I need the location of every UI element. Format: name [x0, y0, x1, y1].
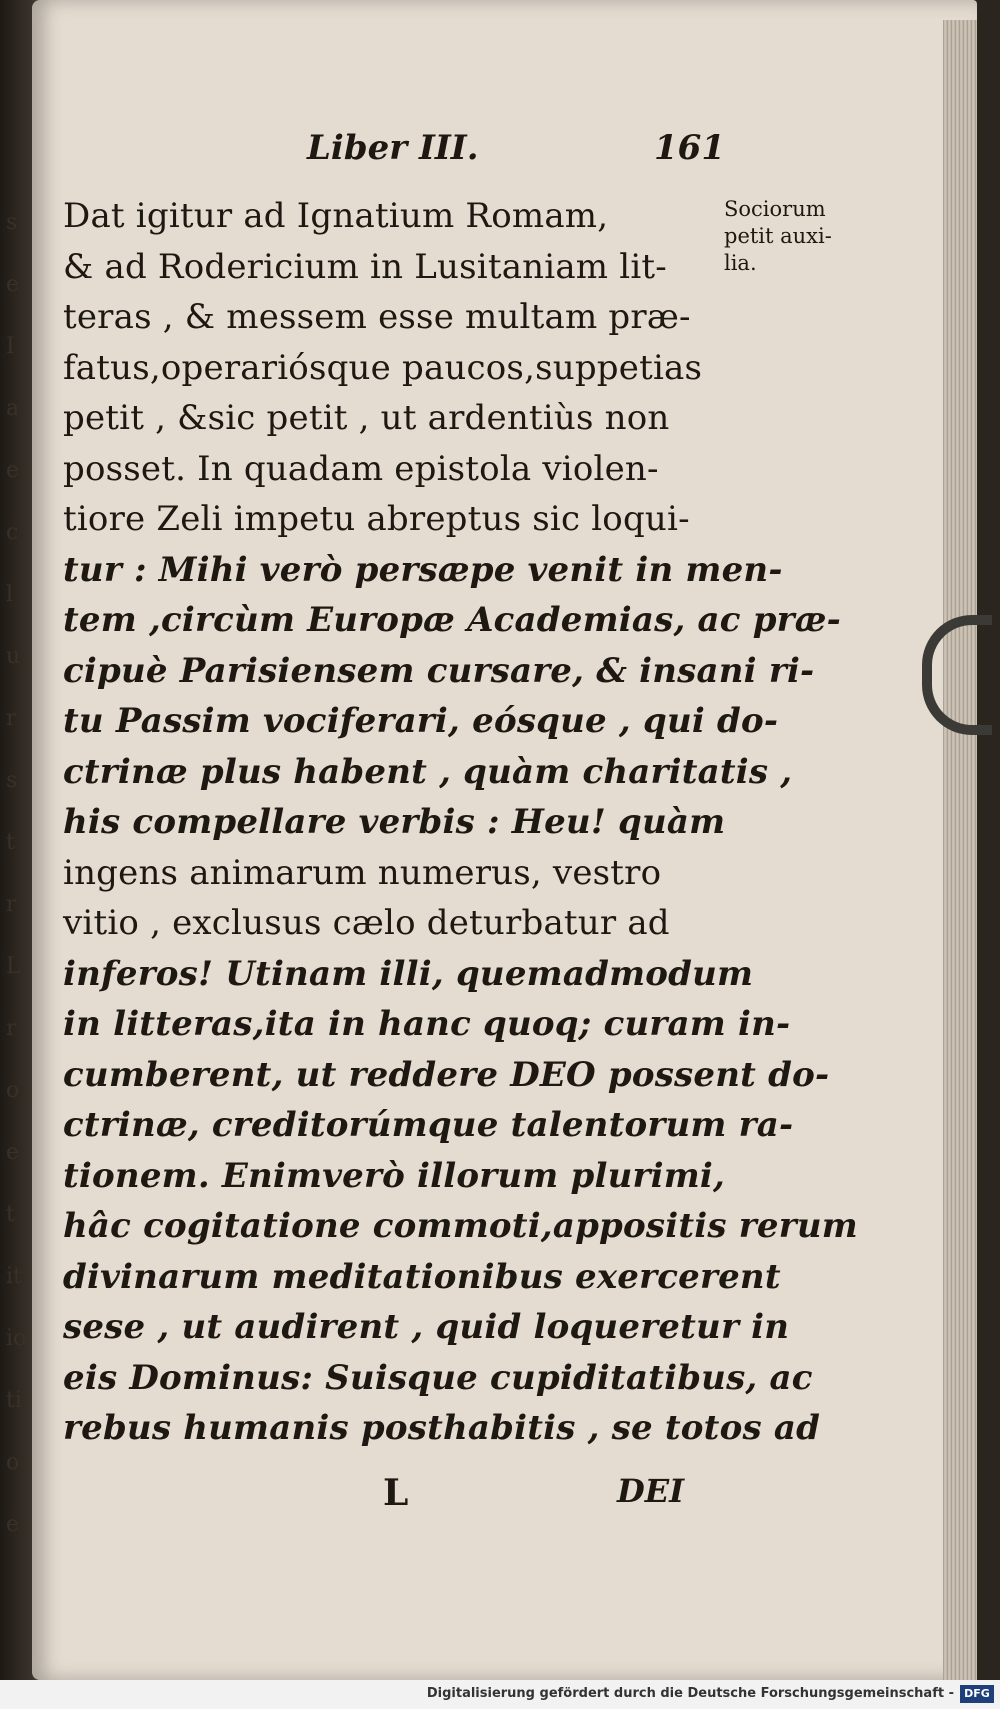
text-line: ingens animarum numerus, vestro: [63, 852, 662, 893]
text-line: tionem. Enimverò illorum plurimi,: [63, 1155, 726, 1196]
text-line: tiore Zeli impetu abreptus sic loqui-: [63, 499, 690, 539]
text-line: in litteras,ita in hanc quoq; curam in-: [63, 1004, 791, 1044]
prev-page-fragment: o: [6, 1450, 20, 1475]
page-stack-edge: [943, 20, 977, 1680]
marginal-note-line: petit auxi-: [724, 224, 832, 248]
funding-text: Digitalisierung gefördert durch die Deutsche Forschungsgemeinschaft -: [426, 1686, 954, 1701]
prev-page-fragment: o: [6, 1078, 20, 1103]
text-line: teras , & messem esse multam præ-: [63, 297, 691, 337]
text-line: Dat igitur ad Ignatium Romam,: [63, 196, 609, 236]
text-line: eis Dominus: Suisque cupiditatibus, ac: [63, 1357, 813, 1398]
text-line: cumberent, ut reddere DEO possent do-: [63, 1054, 830, 1095]
marginal-note-line: lia.: [724, 251, 757, 275]
text-line: posset. In quadam epistola violen-: [63, 448, 659, 489]
prev-page-fragment: t: [6, 830, 15, 855]
prev-page-fragment: r: [6, 1016, 17, 1041]
running-header-title: Liber III.: [307, 128, 479, 168]
dfg-logo: DFG: [960, 1685, 994, 1703]
prev-page-fragment: L: [6, 954, 21, 979]
marginal-note: [724, 196, 894, 277]
text-line: fatus,operariósque paucos,suppetias: [63, 347, 703, 388]
funding-banner: [0, 1680, 1000, 1709]
prev-page-fragment: a: [6, 396, 20, 421]
prev-page-fragment: e: [6, 272, 20, 297]
prev-page-fragment: I: [6, 334, 15, 359]
text-line: ctrinæ plus habent , quàm charitatis ,: [63, 751, 793, 792]
text-line: his compellare verbis : Heu! quàm: [63, 802, 726, 842]
prev-page-fragment: ti: [6, 1388, 22, 1413]
text-line: rebus humanis posthabitis , se totos ad: [63, 1408, 821, 1448]
text-line: ctrinæ, creditorúmque talentorum ra-: [63, 1105, 794, 1145]
text-line: cipuè Parisiensem cursare, & insani ri-: [63, 650, 815, 691]
prev-page-fragment: r: [6, 892, 17, 917]
prev-page-fragment: r: [6, 706, 17, 731]
text-line: hâc cogitatione commoti,appositis rerum: [63, 1206, 858, 1246]
text-line: & ad Rodericium in Lusitaniam lit-: [63, 246, 667, 287]
prev-page-fragment: e: [6, 1140, 20, 1165]
prev-page-fragment: s: [6, 768, 18, 793]
text-line: vitio , exclusus cælo deturbatur ad: [63, 903, 670, 943]
prev-page-fragment: s: [6, 210, 18, 235]
text-line: tem ,circùm Europæ Academias, ac præ-: [63, 600, 841, 640]
text-line: petit , &sic petit , ut ardentiùs non: [63, 398, 670, 438]
prev-page-fragment: c: [6, 520, 19, 545]
page-number: 161: [654, 128, 725, 168]
prev-page-fragment: it: [6, 1264, 22, 1289]
text-line: inferos! Utinam illi, quemadmodum: [63, 953, 754, 994]
prev-page-fragment: t: [6, 1202, 15, 1227]
prev-page-fragment: io: [6, 1326, 27, 1351]
text-line: divinarum meditationibus exercerent: [63, 1256, 781, 1297]
prev-page-fragment: e: [6, 458, 20, 483]
prev-page-fragment: l: [6, 582, 14, 607]
text-line: tu Passim vociferari, eósque , qui do-: [63, 701, 779, 741]
text-line: tur : Mihi verò persæpe venit in men-: [63, 549, 783, 590]
prev-page-fragment: e: [6, 1512, 20, 1537]
marginal-note-line: Sociorum: [724, 197, 826, 221]
prev-page-fragment: u: [6, 644, 21, 669]
text-line: sese , ut audirent , quid loqueretur in: [63, 1307, 790, 1347]
catchword: DEI: [617, 1472, 685, 1510]
signature-mark: L: [383, 1472, 409, 1514]
